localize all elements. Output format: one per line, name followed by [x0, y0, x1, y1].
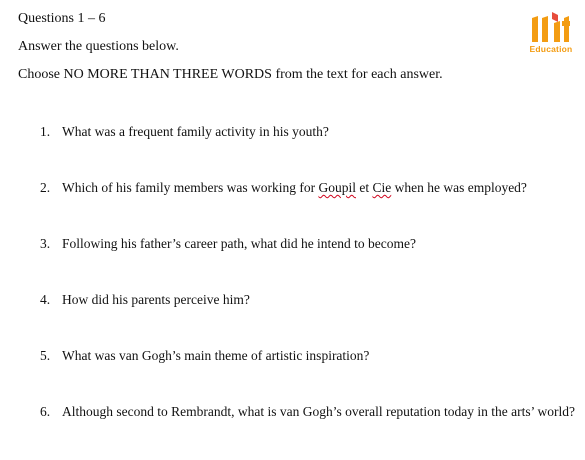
spellcheck-word: Goupil	[318, 180, 356, 195]
instruction-line-1: Answer the questions below.	[18, 39, 179, 54]
question-number: 1.	[40, 124, 51, 139]
logo-mark-icon	[524, 12, 578, 44]
instruction-line-2: Choose NO MORE THAN THREE WORDS from the text for each answer.	[18, 67, 443, 82]
question-number: 4.	[40, 292, 51, 307]
question-item	[40, 122, 575, 141]
question-item	[40, 234, 575, 253]
question-text: What was van Gogh’s main theme of artistic inspiration?	[62, 348, 370, 363]
question-number: 5.	[40, 348, 51, 363]
question-number: 2.	[40, 180, 51, 195]
question-item	[40, 346, 575, 365]
question-number: 3.	[40, 236, 51, 251]
logo-subtext: Education	[529, 44, 573, 54]
question-text: Although second to Rembrandt, what is van Gogh’s overall reputation today in the arts’ world?	[62, 404, 576, 419]
question-text-part: when he was employed?	[391, 180, 527, 195]
spellcheck-word: Cie	[372, 180, 392, 195]
question-item	[40, 290, 575, 309]
question-text	[62, 178, 575, 197]
question-item	[40, 402, 580, 421]
question-text-part: Which of his family members was working for	[62, 180, 319, 195]
question-text: Following his father’s career path, what did he intend to become?	[62, 236, 417, 251]
section-title: Questions 1 – 6	[18, 11, 106, 26]
question-text-part: et	[355, 180, 373, 195]
question-text: What was a frequent family activity in his youth?	[62, 124, 329, 139]
question-text: How did his parents perceive him?	[62, 292, 250, 307]
brand-logo	[524, 12, 578, 58]
question-item	[40, 178, 575, 197]
question-number: 6.	[40, 404, 51, 419]
